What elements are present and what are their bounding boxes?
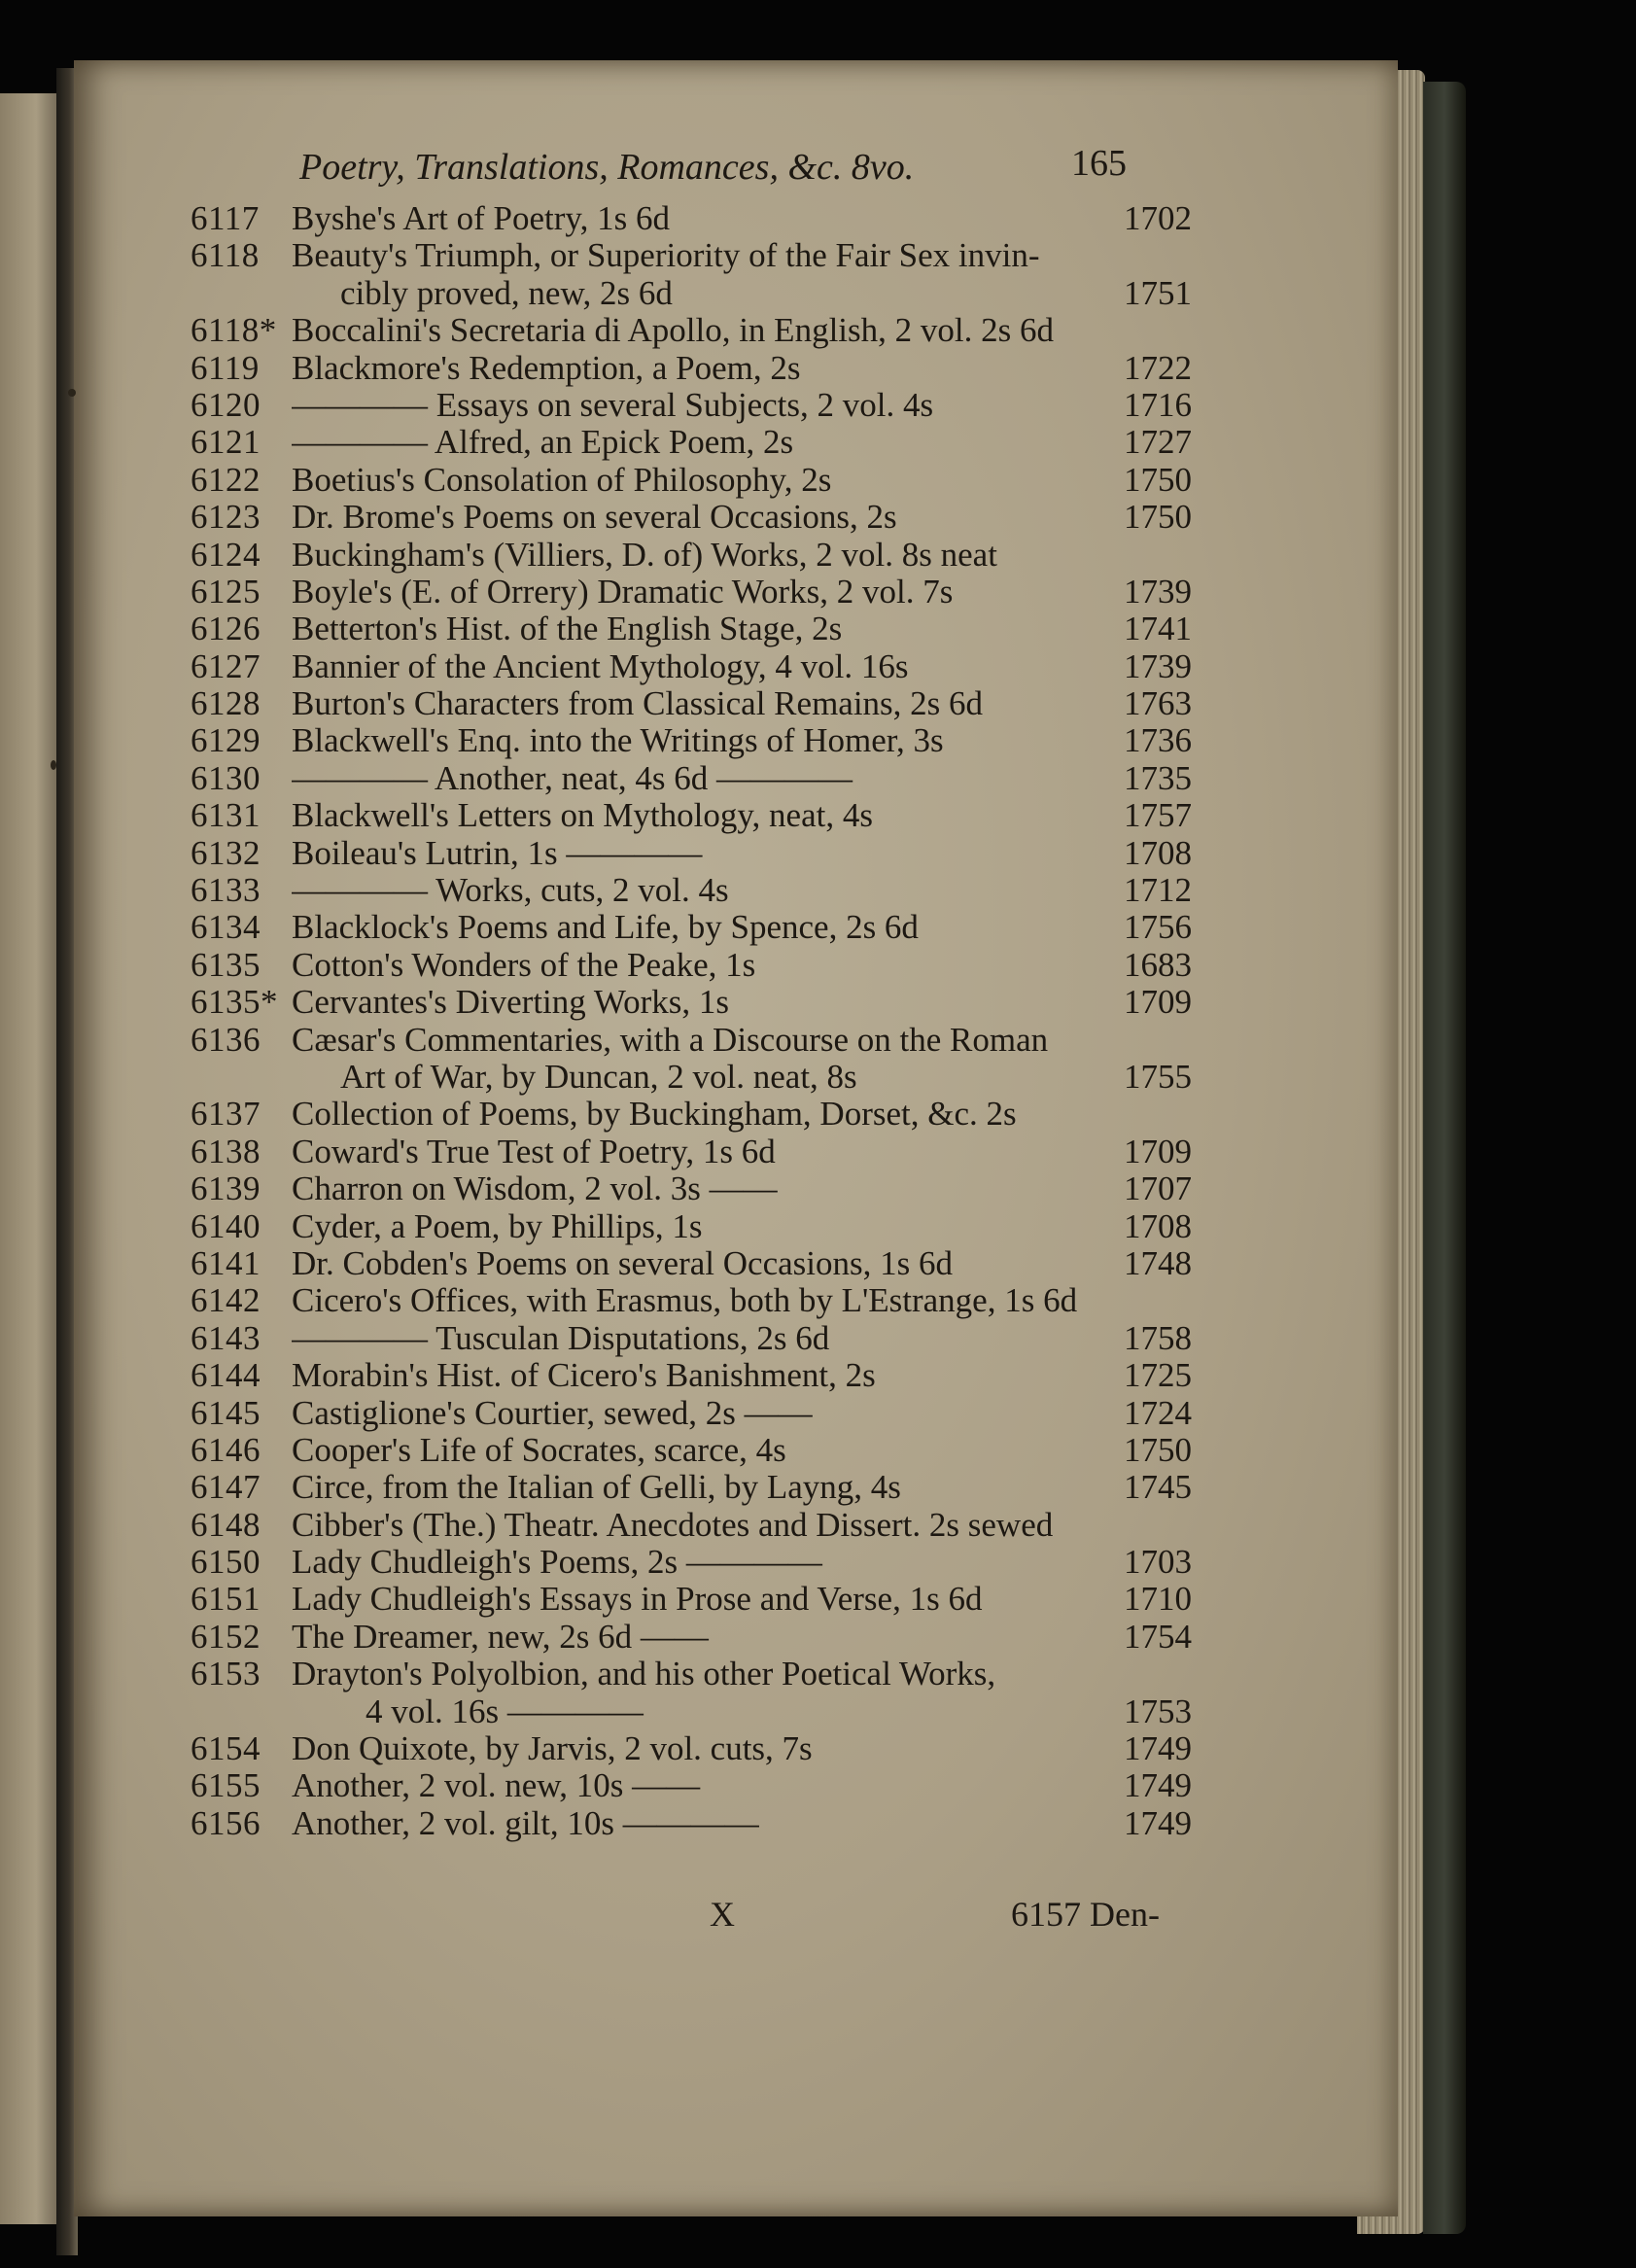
- catalogue-entry: [191, 1170, 1192, 1207]
- entry-description: Blacklock's Poems and Life, by Spence, 2s 6d: [292, 909, 919, 947]
- catalogue-entry: [191, 1730, 1192, 1767]
- catalogue-entries: [191, 200, 1192, 1842]
- catalogue-entry: [191, 1134, 1192, 1170]
- entry-year: 1709: [1124, 983, 1192, 1022]
- lot-number: 6152: [191, 1617, 261, 1656]
- lot-number: 6123: [191, 498, 261, 537]
- catalogue-entry: [191, 909, 1192, 946]
- entry-year: 1722: [1124, 348, 1192, 387]
- lot-number: 6146: [191, 1430, 261, 1469]
- lot-number: 6130: [191, 758, 261, 797]
- lot-number: 6141: [191, 1243, 261, 1282]
- entry-year: 1725: [1124, 1356, 1192, 1395]
- lot-number: 6145: [191, 1393, 261, 1432]
- lot-number: 6140: [191, 1206, 261, 1245]
- lot-number: 6150: [191, 1543, 261, 1582]
- catalogue-entry: [191, 1767, 1192, 1804]
- entry-description: Circe, from the Italian of Gelli, by Layng, 4s: [292, 1469, 901, 1507]
- entry-description: Boccalini's Secretaria di Apollo, in English, 2 vol. 2s 6d: [292, 312, 1054, 350]
- entry-description: Coward's True Test of Poetry, 1s 6d: [292, 1133, 776, 1170]
- catalogue-entry: [191, 1208, 1192, 1245]
- entry-description: Art of War, by Duncan, 2 vol. neat, 8s: [340, 1058, 857, 1096]
- catalogue-entry: [191, 947, 1192, 984]
- entry-description: Buckingham's (Villiers, D. of) Works, 2 vol. 8s neat: [292, 536, 997, 574]
- catalogue-entry: [191, 872, 1192, 909]
- entry-description: Cicero's Offices, with Erasmus, both by L'Estrange, 1s 6d: [292, 1282, 1078, 1320]
- entry-description: Charron on Wisdom, 2 vol. 3s ——: [292, 1170, 778, 1208]
- lot-number: 6124: [191, 535, 261, 574]
- lot-number: 6155: [191, 1766, 261, 1805]
- entry-year: 1707: [1124, 1169, 1192, 1208]
- entry-description: Cibber's (The.) Theatr. Anecdotes and Dissert. 2s sewed: [292, 1506, 1054, 1544]
- entry-year: 1763: [1124, 684, 1192, 723]
- entry-year: 1750: [1124, 460, 1192, 499]
- catalogue-entry: [191, 387, 1192, 424]
- lot-number: 6137: [191, 1095, 261, 1134]
- catalogue-entry: [191, 1432, 1192, 1469]
- catalogue-entry: [191, 835, 1192, 872]
- entry-description: 4 vol. 16s ————: [365, 1692, 644, 1730]
- entry-description: Cæsar's Commentaries, with a Discourse on the Roman: [292, 1021, 1049, 1059]
- entry-description: ———— Essays on several Subjects, 2 vol. 4s: [292, 386, 934, 424]
- entry-description: Another, 2 vol. gilt, 10s ————: [292, 1804, 759, 1842]
- book-cover-edge: [1423, 82, 1466, 2234]
- catalogue-entry: [191, 275, 1192, 312]
- catalogue-entry: [191, 462, 1192, 499]
- lot-number: 6154: [191, 1729, 261, 1768]
- catalogue-entry: [191, 1357, 1192, 1394]
- signature-mark: X: [710, 1895, 735, 1934]
- lot-number: 6118: [191, 236, 260, 275]
- entry-description: Blackmore's Redemption, a Poem, 2s: [292, 349, 801, 387]
- entry-year: 1749: [1124, 1729, 1192, 1768]
- entry-description: Another, 2 vol. new, 10s ——: [292, 1767, 701, 1805]
- entry-year: 1708: [1124, 833, 1192, 872]
- catalogue-entry: [191, 1395, 1192, 1432]
- entry-year: 1755: [1124, 1057, 1192, 1096]
- lot-number: 6142: [191, 1281, 261, 1320]
- lot-number: 6147: [191, 1468, 261, 1507]
- entry-year: 1709: [1124, 1132, 1192, 1170]
- entry-year: 1724: [1124, 1393, 1192, 1432]
- lot-number: 6138: [191, 1132, 261, 1170]
- lot-number: 6119: [191, 348, 260, 387]
- entry-description: Lady Chudleigh's Poems, 2s ————: [292, 1544, 822, 1582]
- lot-number: 6148: [191, 1505, 261, 1544]
- catalogue-entry: [191, 1282, 1192, 1319]
- entry-year: 1735: [1124, 758, 1192, 797]
- catalogue-entry: [191, 1022, 1192, 1059]
- catalogue-entry: [191, 537, 1192, 574]
- catalogue-entry: [191, 312, 1192, 349]
- entry-description: Morabin's Hist. of Cicero's Banishment, 2s: [292, 1357, 876, 1395]
- catalogue-entry: [191, 1693, 1192, 1730]
- lot-number: 6151: [191, 1580, 261, 1619]
- lot-number: 6156: [191, 1803, 261, 1842]
- entry-description: ———— Another, neat, 4s 6d ————: [292, 759, 853, 797]
- entry-description: Drayton's Polyolbion, and his other Poetical Works,: [292, 1656, 996, 1693]
- catalogue-entry: [191, 722, 1192, 759]
- entry-year: 1683: [1124, 945, 1192, 984]
- catalogue-entry: [191, 1059, 1192, 1096]
- facing-page-edge: [0, 93, 60, 2224]
- entry-description: Blackwell's Enq. into the Writings of Homer, 3s: [292, 722, 944, 760]
- entry-year: 1756: [1124, 908, 1192, 947]
- catalogue-entry: [191, 760, 1192, 797]
- entry-description: cibly proved, new, 2s 6d: [340, 274, 673, 312]
- entry-description: Byshe's Art of Poetry, 1s 6d: [292, 200, 671, 237]
- catalogue-entry: [191, 574, 1192, 611]
- entry-year: 1751: [1124, 273, 1192, 312]
- catalogue-entry: [191, 1469, 1192, 1506]
- catalogue-entry: [191, 1507, 1192, 1544]
- catchword: 6157 Den-: [1011, 1895, 1160, 1934]
- lot-number: 6126: [191, 610, 261, 648]
- entry-year: 1750: [1124, 1430, 1192, 1469]
- catalogue-entry: [191, 984, 1192, 1021]
- lot-number: 6118*: [191, 311, 277, 350]
- entry-description: Cervantes's Diverting Works, 1s: [292, 984, 730, 1022]
- entry-year: 1754: [1124, 1617, 1192, 1656]
- catalogue-entry: [191, 237, 1192, 274]
- catalogue-entry: [191, 1581, 1192, 1618]
- lot-number: 6122: [191, 460, 261, 499]
- catalogue-entry: [191, 1245, 1192, 1282]
- entry-description: Bannier of the Ancient Mythology, 4 vol. 16s: [292, 647, 909, 685]
- entry-year: 1739: [1124, 572, 1192, 611]
- entry-year: 1753: [1124, 1692, 1192, 1730]
- entry-description: Lady Chudleigh's Essays in Prose and Verse, 1s 6d: [292, 1581, 983, 1619]
- entry-description: Dr. Cobden's Poems on several Occasions, 1s 6d: [292, 1244, 953, 1282]
- lot-number: 6143: [191, 1318, 261, 1357]
- entry-description: Boyle's (E. of Orrery) Dramatic Works, 2 vol. 7s: [292, 573, 954, 611]
- running-head: Poetry, Translations, Romances, &c. 8vo.: [299, 147, 915, 188]
- entry-year: 1758: [1124, 1318, 1192, 1357]
- lot-number: 6134: [191, 908, 261, 947]
- entry-description: Beauty's Triumph, or Superiority of the Fair Sex invin-: [292, 237, 1040, 275]
- entry-year: 1736: [1124, 721, 1192, 760]
- entry-description: ———— Works, cuts, 2 vol. 4s: [292, 872, 729, 910]
- catalogue-entry: [191, 797, 1192, 834]
- entry-description: Cooper's Life of Socrates, scarce, 4s: [292, 1431, 786, 1469]
- lot-number: 6144: [191, 1356, 261, 1395]
- catalogue-entry: [191, 648, 1192, 685]
- page-speck: [51, 760, 56, 770]
- catalogue-entry: [191, 611, 1192, 647]
- entry-description: Burton's Characters from Classical Remains, 2s 6d: [292, 685, 984, 723]
- lot-number: 6120: [191, 385, 261, 424]
- catalogue-entry: [191, 350, 1192, 387]
- entry-description: Boetius's Consolation of Philosophy, 2s: [292, 461, 832, 499]
- catalogue-entry: [191, 499, 1192, 536]
- entry-year: 1748: [1124, 1243, 1192, 1282]
- lot-number: 6132: [191, 833, 261, 872]
- catalogue-entry: [191, 1656, 1192, 1692]
- entry-description: Cyder, a Poem, by Phillips, 1s: [292, 1207, 703, 1245]
- entry-year: 1757: [1124, 796, 1192, 835]
- entry-year: 1727: [1124, 423, 1192, 462]
- entry-year: 1739: [1124, 646, 1192, 685]
- entry-description: Dr. Brome's Poems on several Occasions, 2s: [292, 499, 897, 537]
- lot-number: 6117: [191, 199, 260, 237]
- entry-year: 1750: [1124, 498, 1192, 537]
- lot-number: 6136: [191, 1020, 261, 1059]
- lot-number: 6131: [191, 796, 261, 835]
- entry-year: 1712: [1124, 871, 1192, 910]
- entry-year: 1702: [1124, 199, 1192, 237]
- entry-year: 1741: [1124, 610, 1192, 648]
- lot-number: 6153: [191, 1655, 261, 1693]
- page-speck: [68, 389, 76, 397]
- page-number: 165: [1071, 143, 1127, 184]
- entry-description: ———— Alfred, an Epick Poem, 2s: [292, 424, 794, 462]
- catalogue-entry: [191, 200, 1192, 237]
- entry-year: 1708: [1124, 1206, 1192, 1245]
- catalogue-entry: [191, 1619, 1192, 1656]
- lot-number: 6129: [191, 721, 261, 760]
- entry-year: 1716: [1124, 385, 1192, 424]
- entry-description: Boileau's Lutrin, 1s ————: [292, 834, 703, 872]
- entry-description: Collection of Poems, by Buckingham, Dorset, &c. 2s: [292, 1096, 1017, 1134]
- entry-description: Blackwell's Letters on Mythology, neat, 4s: [292, 797, 873, 835]
- lot-number: 6139: [191, 1169, 261, 1208]
- entry-description: Don Quixote, by Jarvis, 2 vol. cuts, 7s: [292, 1730, 813, 1768]
- entry-description: Castiglione's Courtier, sewed, 2s ——: [292, 1394, 813, 1432]
- lot-number: 6121: [191, 423, 261, 462]
- catalogue-entry: [191, 685, 1192, 722]
- entry-year: 1710: [1124, 1580, 1192, 1619]
- entry-description: Cotton's Wonders of the Peake, 1s: [292, 946, 756, 984]
- entry-year: 1749: [1124, 1766, 1192, 1805]
- entry-year: 1745: [1124, 1468, 1192, 1507]
- entry-description: ———— Tusculan Disputations, 2s 6d: [292, 1319, 830, 1357]
- lot-number: 6135: [191, 945, 261, 984]
- entry-year: 1703: [1124, 1543, 1192, 1582]
- entry-description: Betterton's Hist. of the English Stage, 2s: [292, 611, 843, 648]
- lot-number: 6133: [191, 871, 261, 910]
- entry-year: 1749: [1124, 1803, 1192, 1842]
- catalogue-entry: [191, 1096, 1192, 1133]
- catalogue-entry: [191, 1805, 1192, 1842]
- lot-number: 6127: [191, 646, 261, 685]
- catalogue-entry: [191, 424, 1192, 461]
- catalogue-entry: [191, 1544, 1192, 1581]
- lot-number: 6135*: [191, 983, 278, 1022]
- lot-number: 6128: [191, 684, 261, 723]
- catalogue-entry: [191, 1320, 1192, 1357]
- entry-description: The Dreamer, new, 2s 6d ——: [292, 1618, 709, 1656]
- lot-number: 6125: [191, 572, 261, 611]
